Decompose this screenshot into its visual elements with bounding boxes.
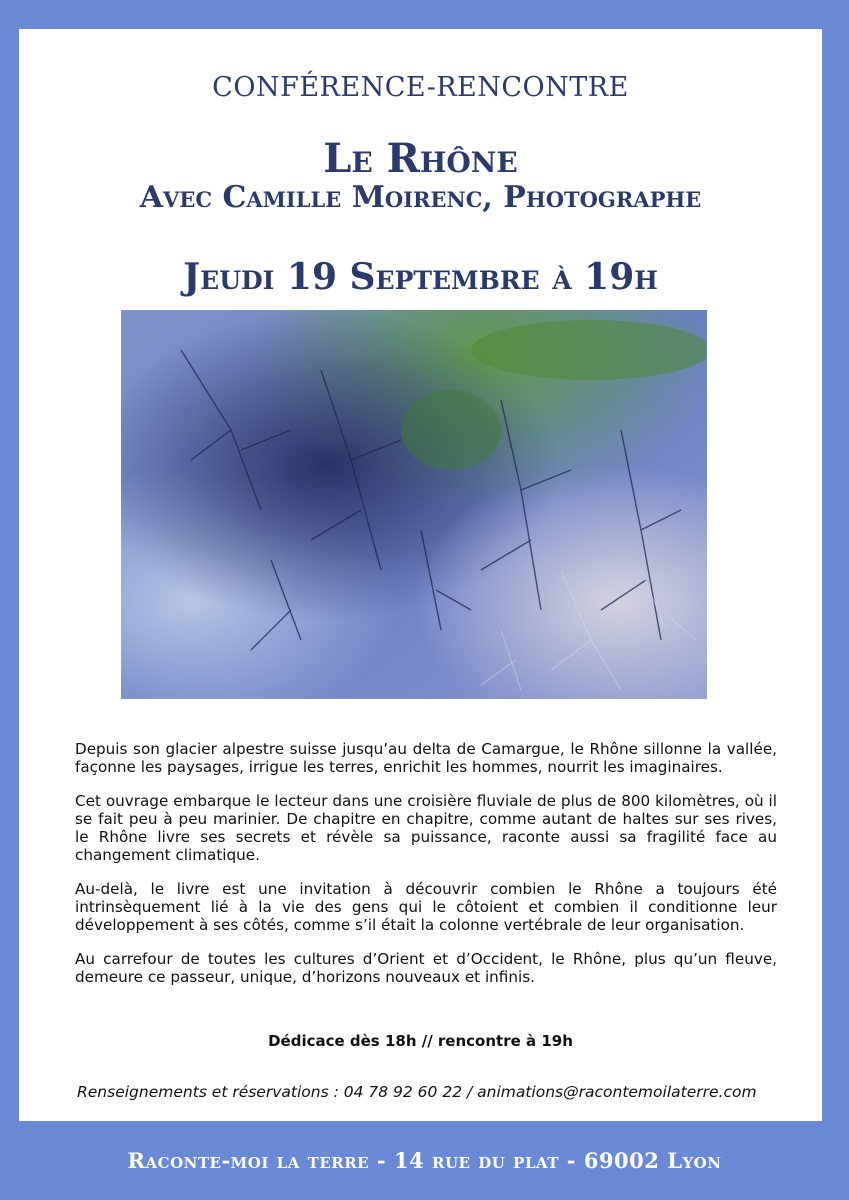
poster-page (19, 29, 822, 1121)
paragraph: Au-delà, le livre est une invitation à découvrir combien le Rhône a toujours été intrinsèquement lié à la vie des gens qui le côtoient et combien il conditionne leur développement à ses côtés, comme s’il était la colonne vertébrale de leur organisation. (75, 880, 777, 934)
paragraph: Depuis son glacier alpestre suisse jusqu’au delta de Camargue, le Rhône sillonne la vallée, façonne les paysages, irrigue les terres, enrichit les hommes, nourrit les imaginaires. (75, 740, 777, 776)
event-title: Le Rhône (323, 135, 518, 182)
contact-info: Renseignements et réservations : 04 78 92 60 22 / animations@racontemoilaterre.com (77, 1083, 757, 1101)
event-date: Jeudi 19 Septembre à 19h (183, 256, 658, 298)
aerial-river-photo (121, 310, 707, 699)
paragraph: Cet ouvrage embarque le lecteur dans une croisière fluviale de plus de 800 kilomètres, où il se fait peu à peu marinier. De chapitre en chapitre, comme autant de haltes sur ses rives, le Rhône livre ses secrets et révèle sa puissance, raconte aussi sa fragilité face au changement climatique. (75, 792, 777, 864)
event-subtitle: Avec Camille Moirenc, Photographe (139, 180, 702, 215)
description (75, 740, 777, 1002)
dedicace-schedule: Dédicace dès 18h // rencontre à 19h (268, 1032, 573, 1050)
footer-address: Raconte-moi la terre - 14 rue du plat - 69002 Lyon (127, 1148, 722, 1173)
paragraph: Au carrefour de toutes les cultures d’Orient et d’Occident, le Rhône, plus qu’un fleuve, demeure ce passeur, unique, d’horizons nouveaux et infinis. (75, 950, 777, 986)
event-kicker: CONFÉRENCE-RENCONTRE (212, 72, 629, 103)
